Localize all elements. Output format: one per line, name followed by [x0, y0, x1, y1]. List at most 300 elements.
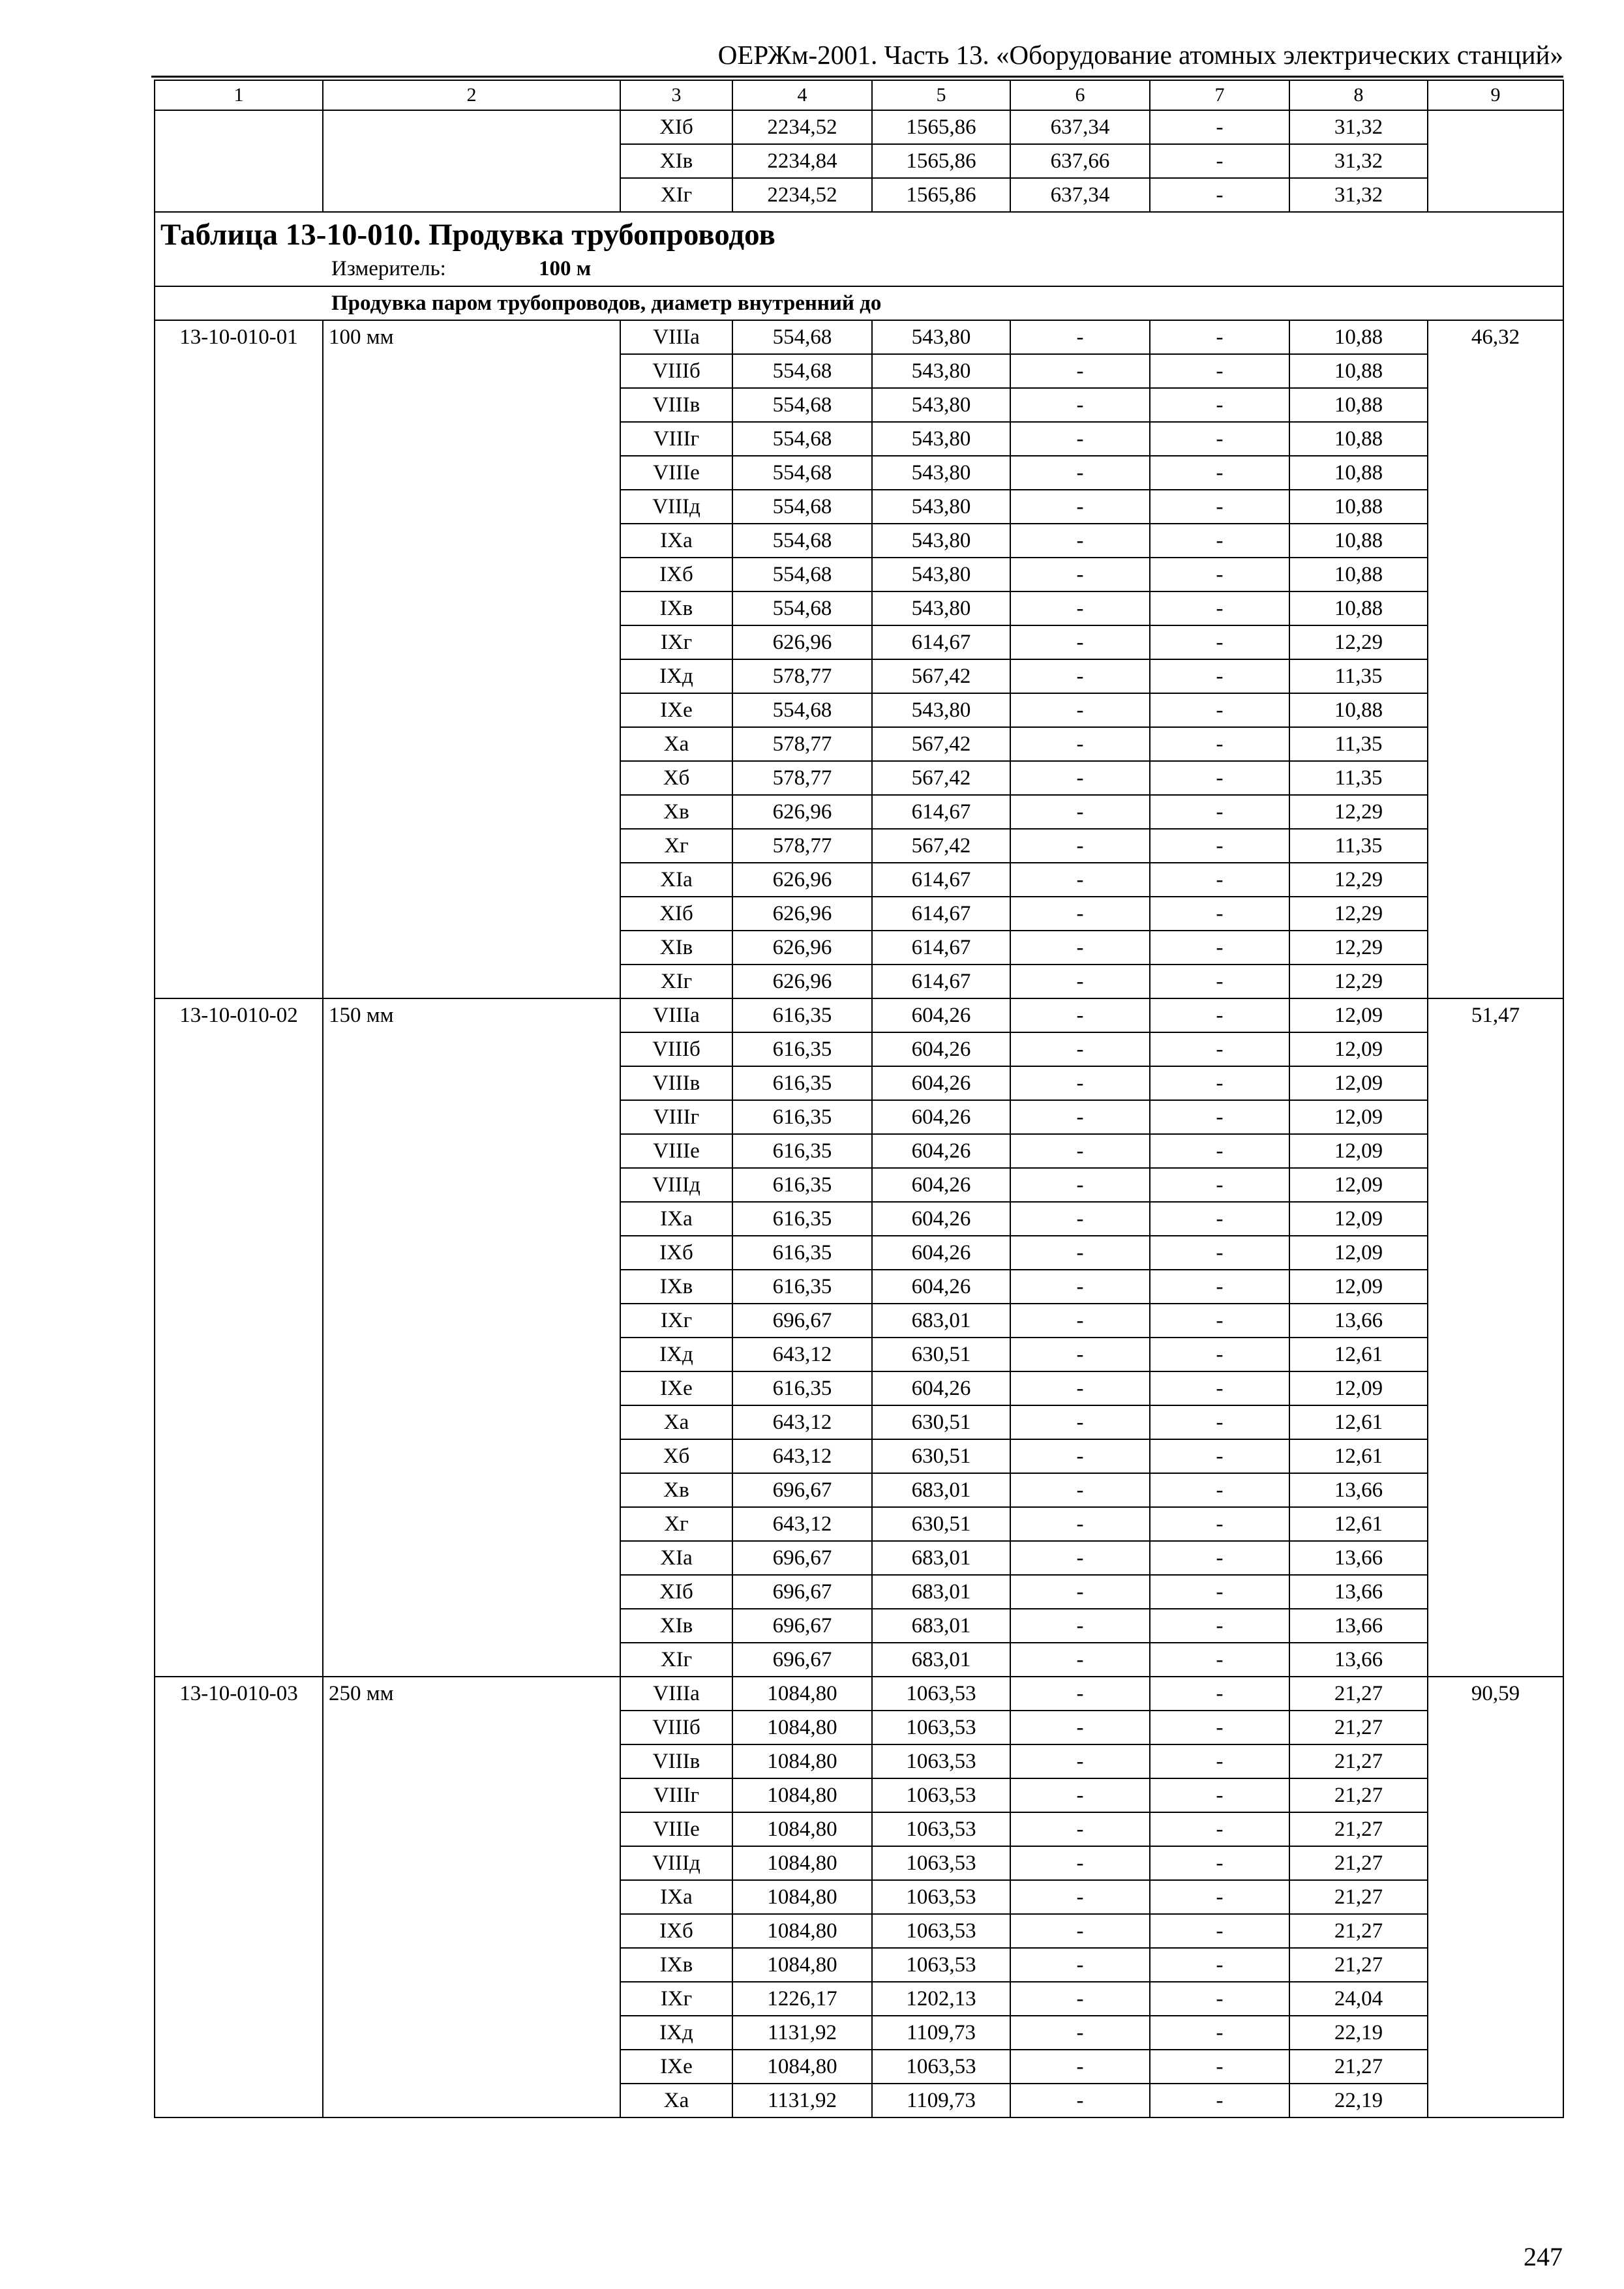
- value-cell: 630,51: [872, 1439, 1010, 1473]
- value-cell: 637,34: [1010, 110, 1150, 144]
- value-cell: -: [1010, 998, 1150, 1032]
- column-number: 3: [620, 80, 732, 110]
- value-cell: 614,67: [872, 863, 1010, 897]
- value-cell: Xб: [620, 1439, 732, 1473]
- value-cell: VIIIа: [620, 320, 732, 354]
- value-cell: 554,68: [732, 320, 872, 354]
- value-cell: -: [1150, 1202, 1289, 1236]
- value-cell: IXа: [620, 524, 732, 558]
- value-cell: -: [1010, 1100, 1150, 1134]
- value-cell: -: [1010, 1609, 1150, 1643]
- value-cell: 21,27: [1289, 1677, 1428, 1711]
- value-cell: -: [1150, 1168, 1289, 1202]
- value-cell: 616,35: [732, 1100, 872, 1134]
- value-cell: 543,80: [872, 490, 1010, 524]
- value-cell: IXе: [620, 1371, 732, 1405]
- value-cell: -: [1010, 795, 1150, 829]
- value-cell: 1063,53: [872, 1880, 1010, 1914]
- value-cell: 21,27: [1289, 1711, 1428, 1744]
- value-cell: 10,88: [1289, 388, 1428, 422]
- value-cell: 616,35: [732, 1371, 872, 1405]
- page-header: [151, 37, 1563, 76]
- value-cell: XIг: [620, 1643, 732, 1677]
- value-cell: 11,35: [1289, 659, 1428, 693]
- value-cell: 21,27: [1289, 1744, 1428, 1778]
- value-cell: -: [1010, 1134, 1150, 1168]
- value-cell: -: [1150, 1744, 1289, 1778]
- value-cell: 12,29: [1289, 863, 1428, 897]
- value-cell: 12,29: [1289, 965, 1428, 998]
- table-row: [155, 998, 1563, 1032]
- value-cell: -: [1010, 2016, 1150, 2050]
- value-cell: VIIIд: [620, 490, 732, 524]
- value-cell: -: [1150, 998, 1289, 1032]
- value-cell: 12,29: [1289, 897, 1428, 931]
- value-cell: -: [1150, 144, 1289, 178]
- value-cell: VIIIа: [620, 1677, 732, 1711]
- value-cell: 1109,73: [872, 2016, 1010, 2050]
- value-cell: 616,35: [732, 1134, 872, 1168]
- value-cell: -: [1150, 354, 1289, 388]
- value-cell: 543,80: [872, 693, 1010, 727]
- value-cell: 543,80: [872, 354, 1010, 388]
- value-cell: 630,51: [872, 1405, 1010, 1439]
- value-cell: 616,35: [732, 998, 872, 1032]
- value-cell: -: [1150, 1812, 1289, 1846]
- value-cell: 1084,80: [732, 1778, 872, 1812]
- column-number: 7: [1150, 80, 1289, 110]
- value-cell: 1063,53: [872, 1711, 1010, 1744]
- value-cell: 12,29: [1289, 625, 1428, 659]
- value-cell: VIIIа: [620, 998, 732, 1032]
- value-cell: Xв: [620, 1473, 732, 1507]
- value-cell: 10,88: [1289, 558, 1428, 591]
- value-cell: 554,68: [732, 591, 872, 625]
- value-cell: Xа: [620, 2084, 732, 2117]
- value-cell: -: [1150, 591, 1289, 625]
- value-cell: 1063,53: [872, 1812, 1010, 1846]
- value-cell: -: [1010, 1880, 1150, 1914]
- column-number: 6: [1010, 80, 1150, 110]
- value-cell: 626,96: [732, 931, 872, 965]
- value-cell: -: [1010, 863, 1150, 897]
- column-number-row: [155, 80, 1563, 110]
- value-cell: VIIIг: [620, 1100, 732, 1134]
- value-cell: XIг: [620, 178, 732, 212]
- value-cell: 616,35: [732, 1236, 872, 1270]
- meter-line: [155, 254, 1563, 286]
- value-cell: 2234,52: [732, 110, 872, 144]
- value-cell: -: [1150, 1066, 1289, 1100]
- value-cell: 1202,13: [872, 1982, 1010, 2016]
- value-cell: -: [1150, 931, 1289, 965]
- value-cell: Xб: [620, 761, 732, 795]
- value-cell: -: [1150, 2016, 1289, 2050]
- value-cell: VIIIв: [620, 388, 732, 422]
- table-title: Таблица 13-10-010. Продувка трубопроводов: [160, 218, 775, 252]
- value-cell: -: [1010, 1439, 1150, 1473]
- value-cell: Xа: [620, 1405, 732, 1439]
- value-cell: Xв: [620, 795, 732, 829]
- value-cell: 1063,53: [872, 1778, 1010, 1812]
- value-cell: IXд: [620, 2016, 732, 2050]
- value-cell: 31,32: [1289, 144, 1428, 178]
- value-cell: 1063,53: [872, 1914, 1010, 1948]
- value-cell: -: [1010, 1982, 1150, 2016]
- value-cell: -: [1150, 829, 1289, 863]
- value-cell: 2234,52: [732, 178, 872, 212]
- value-cell: 683,01: [872, 1304, 1010, 1338]
- rate-code: 13-10-010-01: [155, 320, 323, 998]
- value-cell: -: [1150, 1338, 1289, 1371]
- value-cell: 643,12: [732, 1439, 872, 1473]
- value-cell: -: [1010, 2050, 1150, 2084]
- value-cell: 10,88: [1289, 320, 1428, 354]
- value-cell: -: [1150, 1100, 1289, 1134]
- value-cell: 626,96: [732, 965, 872, 998]
- table-subtitle: Продувка паром трубопроводов, диаметр внутренний до: [155, 286, 1563, 320]
- value-cell: 13,66: [1289, 1609, 1428, 1643]
- value-cell: -: [1010, 1236, 1150, 1270]
- value-cell: 696,67: [732, 1473, 872, 1507]
- value-cell: -: [1010, 422, 1150, 456]
- value-cell: 683,01: [872, 1609, 1010, 1643]
- value-cell: 12,09: [1289, 1202, 1428, 1236]
- value-cell: Xа: [620, 727, 732, 761]
- value-cell: 626,96: [732, 863, 872, 897]
- value-cell: IXб: [620, 1914, 732, 1948]
- section-heading-row: [155, 212, 1563, 286]
- code-cell: [155, 110, 323, 212]
- value-cell: Xг: [620, 829, 732, 863]
- value-cell: -: [1150, 863, 1289, 897]
- value-cell: 1063,53: [872, 2050, 1010, 2084]
- value-cell: -: [1010, 490, 1150, 524]
- rate-total: 90,59: [1428, 1677, 1563, 2117]
- value-cell: IXб: [620, 558, 732, 591]
- section-heading: [155, 212, 1563, 286]
- value-cell: 13,66: [1289, 1541, 1428, 1575]
- value-cell: VIIIб: [620, 1032, 732, 1066]
- value-cell: 12,09: [1289, 1371, 1428, 1405]
- value-cell: 10,88: [1289, 490, 1428, 524]
- value-cell: -: [1010, 591, 1150, 625]
- value-cell: IXд: [620, 659, 732, 693]
- value-cell: XIб: [620, 897, 732, 931]
- value-cell: 683,01: [872, 1541, 1010, 1575]
- value-cell: 12,61: [1289, 1338, 1428, 1371]
- rate-code: 13-10-010-03: [155, 1677, 323, 2117]
- value-cell: 567,42: [872, 659, 1010, 693]
- value-cell: 1131,92: [732, 2084, 872, 2117]
- value-cell: 12,29: [1289, 931, 1428, 965]
- value-cell: 1084,80: [732, 1744, 872, 1778]
- value-cell: -: [1150, 1405, 1289, 1439]
- column-number: 8: [1289, 80, 1428, 110]
- value-cell: 1084,80: [732, 1948, 872, 1982]
- value-cell: 614,67: [872, 965, 1010, 998]
- value-cell: 578,77: [732, 761, 872, 795]
- value-cell: -: [1010, 1338, 1150, 1371]
- value-cell: -: [1150, 625, 1289, 659]
- value-cell: -: [1150, 727, 1289, 761]
- value-cell: -: [1010, 659, 1150, 693]
- column-number: 5: [872, 80, 1010, 110]
- value-cell: 637,34: [1010, 178, 1150, 212]
- value-cell: 1565,86: [872, 110, 1010, 144]
- value-cell: 604,26: [872, 1236, 1010, 1270]
- value-cell: 696,67: [732, 1643, 872, 1677]
- page-number: 247: [1524, 2242, 1563, 2271]
- value-cell: 22,19: [1289, 2016, 1428, 2050]
- value-cell: IXд: [620, 1338, 732, 1371]
- value-cell: -: [1150, 388, 1289, 422]
- value-cell: 1084,80: [732, 1812, 872, 1846]
- value-cell: IXг: [620, 625, 732, 659]
- value-cell: -: [1010, 354, 1150, 388]
- value-cell: 1084,80: [732, 1677, 872, 1711]
- value-cell: 12,09: [1289, 1100, 1428, 1134]
- value-cell: IXб: [620, 1236, 732, 1270]
- rate-total: 46,32: [1428, 320, 1563, 998]
- value-cell: 13,66: [1289, 1643, 1428, 1677]
- value-cell: -: [1150, 110, 1289, 144]
- rate-name: 100 мм: [323, 320, 620, 998]
- value-cell: VIIIв: [620, 1744, 732, 1778]
- value-cell: 604,26: [872, 1202, 1010, 1236]
- value-cell: 554,68: [732, 422, 872, 456]
- value-cell: 578,77: [732, 727, 872, 761]
- value-cell: 554,68: [732, 388, 872, 422]
- value-cell: -: [1010, 1473, 1150, 1507]
- value-cell: 12,29: [1289, 795, 1428, 829]
- value-cell: XIв: [620, 144, 732, 178]
- value-cell: -: [1150, 2050, 1289, 2084]
- value-cell: IXв: [620, 591, 732, 625]
- value-cell: -: [1150, 1982, 1289, 2016]
- value-cell: 1063,53: [872, 1948, 1010, 1982]
- value-cell: -: [1150, 897, 1289, 931]
- rate-code: 13-10-010-02: [155, 998, 323, 1677]
- value-cell: -: [1150, 2084, 1289, 2117]
- value-cell: -: [1150, 558, 1289, 591]
- value-cell: 12,09: [1289, 1270, 1428, 1304]
- rate-name: 150 мм: [323, 998, 620, 1677]
- meter-label: Измеритель:: [331, 257, 446, 280]
- value-cell: VIIIе: [620, 1812, 732, 1846]
- value-cell: 626,96: [732, 625, 872, 659]
- name-cell: [323, 110, 620, 212]
- value-cell: 616,35: [732, 1202, 872, 1236]
- value-cell: VIIIд: [620, 1168, 732, 1202]
- value-cell: 683,01: [872, 1575, 1010, 1609]
- value-cell: 12,09: [1289, 1236, 1428, 1270]
- value-cell: 13,66: [1289, 1304, 1428, 1338]
- value-cell: XIб: [620, 1575, 732, 1609]
- value-cell: 554,68: [732, 558, 872, 591]
- total-cell: [1428, 110, 1563, 212]
- rate-total: 51,47: [1428, 998, 1563, 1677]
- value-cell: Xг: [620, 1507, 732, 1541]
- value-cell: -: [1010, 456, 1150, 490]
- value-cell: -: [1010, 897, 1150, 931]
- value-cell: 578,77: [732, 659, 872, 693]
- table-body: [155, 80, 1563, 2117]
- value-cell: -: [1010, 1270, 1150, 1304]
- value-cell: -: [1010, 965, 1150, 998]
- value-cell: 10,88: [1289, 524, 1428, 558]
- value-cell: 12,09: [1289, 1032, 1428, 1066]
- value-cell: -: [1150, 178, 1289, 212]
- value-cell: -: [1150, 422, 1289, 456]
- value-cell: -: [1010, 625, 1150, 659]
- rates-table: [154, 80, 1564, 2118]
- value-cell: 1084,80: [732, 1711, 872, 1744]
- value-cell: VIIIб: [620, 1711, 732, 1744]
- value-cell: IXг: [620, 1304, 732, 1338]
- value-cell: 1226,17: [732, 1982, 872, 2016]
- column-number: 1: [155, 80, 323, 110]
- value-cell: 543,80: [872, 456, 1010, 490]
- value-cell: 604,26: [872, 1134, 1010, 1168]
- value-cell: 21,27: [1289, 1846, 1428, 1880]
- value-cell: -: [1150, 693, 1289, 727]
- document-title: ОЕРЖм-2001. Часть 13. «Оборудование атомных электрических станций»: [717, 40, 1563, 70]
- value-cell: VIIIе: [620, 1134, 732, 1168]
- value-cell: -: [1010, 761, 1150, 795]
- value-cell: 21,27: [1289, 1948, 1428, 1982]
- value-cell: 604,26: [872, 1270, 1010, 1304]
- value-cell: -: [1150, 1711, 1289, 1744]
- value-cell: -: [1010, 2084, 1150, 2117]
- value-cell: -: [1010, 1575, 1150, 1609]
- value-cell: VIIIд: [620, 1846, 732, 1880]
- value-cell: 604,26: [872, 1371, 1010, 1405]
- value-cell: -: [1150, 1948, 1289, 1982]
- value-cell: -: [1150, 761, 1289, 795]
- value-cell: 604,26: [872, 1100, 1010, 1134]
- value-cell: -: [1010, 1846, 1150, 1880]
- value-cell: -: [1150, 456, 1289, 490]
- value-cell: 616,35: [732, 1270, 872, 1304]
- value-cell: 683,01: [872, 1643, 1010, 1677]
- value-cell: 31,32: [1289, 110, 1428, 144]
- value-cell: -: [1150, 1032, 1289, 1066]
- value-cell: -: [1010, 558, 1150, 591]
- value-cell: 696,67: [732, 1575, 872, 1609]
- value-cell: 626,96: [732, 897, 872, 931]
- value-cell: 614,67: [872, 931, 1010, 965]
- value-cell: VIIIв: [620, 1066, 732, 1100]
- value-cell: 24,04: [1289, 1982, 1428, 2016]
- subtitle-row: [155, 286, 1563, 320]
- value-cell: 11,35: [1289, 829, 1428, 863]
- value-cell: 10,88: [1289, 591, 1428, 625]
- value-cell: -: [1010, 1643, 1150, 1677]
- value-cell: -: [1150, 320, 1289, 354]
- value-cell: VIIIб: [620, 354, 732, 388]
- value-cell: -: [1010, 1914, 1150, 1948]
- value-cell: -: [1150, 1575, 1289, 1609]
- value-cell: XIв: [620, 931, 732, 965]
- value-cell: VIIIе: [620, 456, 732, 490]
- value-cell: 604,26: [872, 1032, 1010, 1066]
- value-cell: -: [1010, 1507, 1150, 1541]
- value-cell: -: [1010, 727, 1150, 761]
- value-cell: 13,66: [1289, 1575, 1428, 1609]
- value-cell: -: [1150, 659, 1289, 693]
- value-cell: -: [1010, 1032, 1150, 1066]
- value-cell: IXв: [620, 1270, 732, 1304]
- value-cell: 2234,84: [732, 144, 872, 178]
- value-cell: -: [1010, 1066, 1150, 1100]
- value-cell: IXв: [620, 1948, 732, 1982]
- column-number: 2: [323, 80, 620, 110]
- value-cell: 614,67: [872, 625, 1010, 659]
- value-cell: 12,61: [1289, 1507, 1428, 1541]
- value-cell: -: [1150, 795, 1289, 829]
- value-cell: -: [1150, 1880, 1289, 1914]
- value-cell: VIIIг: [620, 1778, 732, 1812]
- header-rule: [151, 76, 1563, 78]
- value-cell: VIIIг: [620, 422, 732, 456]
- value-cell: -: [1150, 1270, 1289, 1304]
- rate-name: 250 мм: [323, 1677, 620, 2117]
- value-cell: 12,09: [1289, 998, 1428, 1032]
- value-cell: XIг: [620, 965, 732, 998]
- value-cell: -: [1150, 1541, 1289, 1575]
- value-cell: 578,77: [732, 829, 872, 863]
- value-cell: 12,09: [1289, 1168, 1428, 1202]
- value-cell: -: [1150, 1677, 1289, 1711]
- value-cell: 31,32: [1289, 178, 1428, 212]
- value-cell: IXа: [620, 1202, 732, 1236]
- value-cell: -: [1150, 965, 1289, 998]
- value-cell: 554,68: [732, 524, 872, 558]
- value-cell: 10,88: [1289, 422, 1428, 456]
- value-cell: 543,80: [872, 591, 1010, 625]
- value-cell: 567,42: [872, 727, 1010, 761]
- table-row: [155, 1677, 1563, 1711]
- value-cell: 543,80: [872, 422, 1010, 456]
- value-cell: 21,27: [1289, 1778, 1428, 1812]
- value-cell: -: [1010, 1677, 1150, 1711]
- value-cell: 13,66: [1289, 1473, 1428, 1507]
- value-cell: -: [1010, 388, 1150, 422]
- value-cell: 554,68: [732, 490, 872, 524]
- value-cell: 10,88: [1289, 693, 1428, 727]
- value-cell: -: [1010, 524, 1150, 558]
- meter-value: 100 м: [539, 257, 592, 280]
- value-cell: -: [1150, 1439, 1289, 1473]
- column-number: 4: [732, 80, 872, 110]
- value-cell: -: [1150, 1643, 1289, 1677]
- value-cell: 604,26: [872, 1168, 1010, 1202]
- value-cell: 643,12: [732, 1405, 872, 1439]
- table-row: [155, 110, 1563, 144]
- value-cell: 12,09: [1289, 1066, 1428, 1100]
- value-cell: XIв: [620, 1609, 732, 1643]
- value-cell: -: [1010, 1168, 1150, 1202]
- value-cell: 643,12: [732, 1338, 872, 1371]
- value-cell: -: [1010, 1405, 1150, 1439]
- value-cell: 1063,53: [872, 1677, 1010, 1711]
- value-cell: -: [1010, 1541, 1150, 1575]
- value-cell: -: [1010, 693, 1150, 727]
- value-cell: -: [1010, 931, 1150, 965]
- value-cell: 643,12: [732, 1507, 872, 1541]
- value-cell: 10,88: [1289, 354, 1428, 388]
